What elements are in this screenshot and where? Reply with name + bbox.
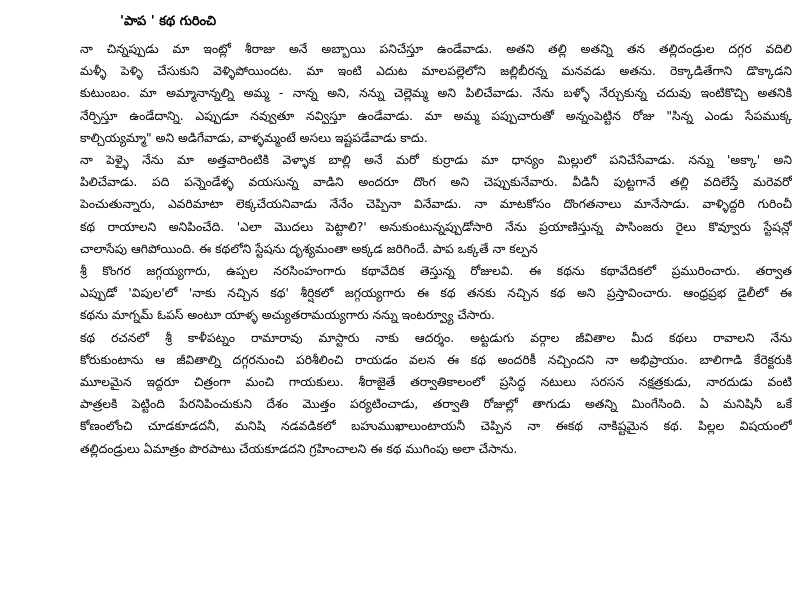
text-line: నా చిన్నప్పుడు మా ఇంట్లో శీరాజు అనే అబ్బాయి పనిచేస్తూ ఉండేవాడు. అతని తల్లి అతన్ని తన తల్లిదండ్రుల దగ్గర వదిలి: [80, 42, 792, 56]
document-title: 'పాప ' కథ గురించి: [120, 14, 217, 29]
text-line: చాలాసేపు ఆగిపోయింది. ఈ కథలోని స్టేషను దృశ్యమంతా అక్కడ జరిగిందే. పాప ఒక్కతే నా కల్పన: [80, 241, 538, 256]
text-line: కథను మాగ్నమ్ ఓపస్ అంటూ యాళ్ళ అచ్యుతరామయ్యగారు నన్ను ఇంటర్వ్యూ చేసారు.: [80, 308, 495, 323]
text-line: మళ్ళీ పెళ్ళి చేసుకుని వెళ్ళిపోయిందట. మా ఇంటి ఎదుట మాలపల్లెలోని జల్లిబీరన్న మనవడు అతను. రెక్కాడితేగాని డొక్కాడని: [80, 64, 792, 79]
text-line: కోరుకుంటాను ఆ జీవితాల్ని దగ్గరనుంచి పరిశీలించి రాయడం వలన ఈ కథ అందరికీ నచ్చిందని నా అభిప్రాయం. బాలిగాడి కేరెక్టరుకి: [80, 352, 792, 367]
text-line: తల్లిదండ్రులు ఏమాత్రం పొరపాటు చేయకూడదని గ్రహించాలని ఈ కథ ముగింపు అలా చేసాను.: [80, 441, 518, 456]
text-line: కాల్చియ్యమ్మా" అని అడిగేవాడు, వాళ్ళమ్మంటే అసలు ఇష్టపడేవాడు కాదు.: [80, 130, 428, 145]
text-line: నేర్పిస్తూ ఉండేదాన్ని. ఎప్పుడూ నవ్వుతూ నవ్విస్తూ ఉండేవాడు. మా అమ్మ పప్పుచారుతో అన్నంపెట్టిన రోజు "సిన్న ఎండు సేపముక్క: [80, 108, 792, 123]
text-line: మూలమైన ఇద్దరూ చిత్రంగా మంచి గాయకులు. శీరాజైతే తర్వాతికాలంలో ప్రసిద్ధ నటులు సరసన నక్షత్రకుడు, నారదుడు వంటి: [80, 375, 792, 389]
text-line: పెంచుతున్నారు, ఎవరిమాటా లెక్కచేయనివాడు నేనేం చెప్పినా వినేవాడు. నా మాటకోసం దొంగతనాలు మానేసాడు. వాళ్ళిద్దరి గురించీ: [80, 197, 792, 212]
text-line: కథ రాయాలని అనిపించేది. 'ఎలా మొదలు పెట్టాలి?' అనుకుంటున్నప్పుడోసారి నేను ప్రయాణిస్తున్న పాసింజరు రైలు కొవ్వూరు స్టేషన్లో: [80, 219, 792, 234]
text-line: కుటుంబం. మా అమ్మానాన్నల్ని అమ్మ - నాన్న అని, నన్ను చెల్లెమ్మ అని పిలిచేవాడు. నేను బళ్ళో నేర్చుకున్న చదువు ఇంటికొచ్చి అతనికి: [80, 86, 792, 101]
text-line: కోణంలోంచి చూడకూడదనీ, మనిషి నడవడికలో బహుముఖాలుంటాయనీ చెప్పిన నా ఈకథ నాకిష్టమైన కథ. పిల్లల విషయంలో: [80, 419, 792, 434]
text-line: కథ రచనలో శ్రీ కాళీపట్నం రామారావు మాస్టారు నాకు ఆదర్శం. అట్టడుగు వర్గాల జీవితాల మీద కథలు రావాలని నేను: [80, 330, 792, 345]
text-line: పాత్రలకి పెట్టింది పేరనిపించుకుని దేశం మొత్తం పర్యటించాడు, తర్వాతి రోజుల్లో తాగుడు అతన్ని మింగేసింది. ఏ మనిషినీ ఒకే: [80, 397, 792, 412]
text-line: పిలిచేవాడు. పది పన్నెండేళ్ళ వయసున్న వాడిని అందరూ దొంగ అని చెప్పుకునేవారు. వీడినీ పుట్టగానే తల్లి వదిలేస్తే మరెవరో: [80, 175, 792, 190]
text-line: నా పెళ్ళై నేను మా అత్తవారింటికి వెళ్ళాక బాల్లి అనే మరో కుర్రాడు మా ధాన్యం మిల్లులో పనిచేసేవాడు. నన్ను 'అక్కా' అని: [80, 153, 792, 167]
text-line: ఎప్పుడో 'విపుల'లో 'నాకు నచ్చిన కథ' శీర్షికలో జగ్గయ్యగారు ఈ కథ తనకు నచ్చిన కథ అని ప్రస్తావించారు. ఆంధ్రప్రభ డైలీలో ఈ: [80, 286, 792, 301]
text-line: శ్రీ కొంగర జగ్గయ్యగారు, ఉప్పల నరసింహంగారు కథావేదిక తెస్తున్న రోజులవి. ఈ కథను కథావేదికలో ప్రమురించారు. తర్వాత: [80, 264, 792, 278]
